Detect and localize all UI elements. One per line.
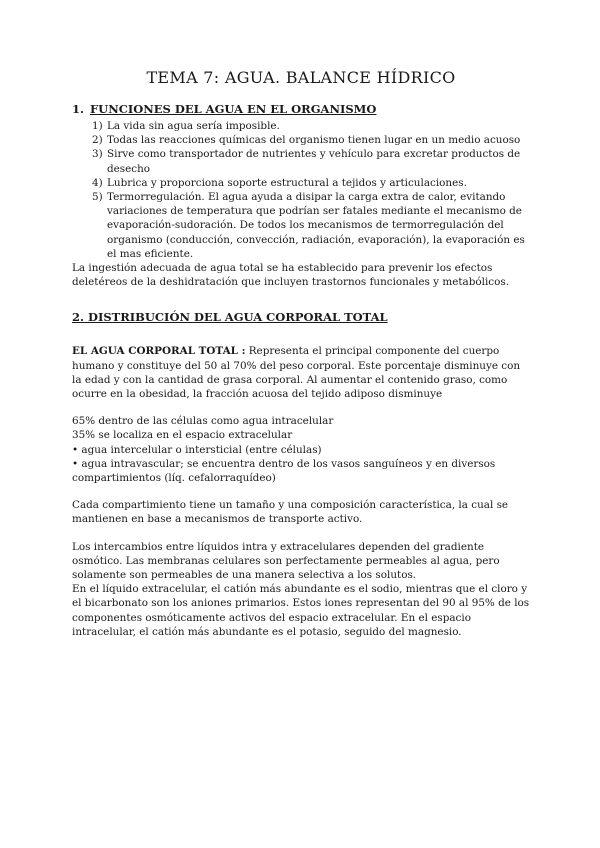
total-water-lead: EL AGUA CORPORAL TOTAL : — [72, 345, 246, 358]
section-1-heading-text: FUNCIONES DEL AGUA EN EL ORGANISMO — [90, 102, 377, 116]
compartment-paragraph: Cada compartimiento tiene un tamaño y una composición característica, la cual se mantienen en base a mecanismos de transporte activo. — [72, 499, 509, 526]
list-item-text: Lubrica y proporciona soporte estructural a tejidos y articulaciones. — [107, 176, 467, 189]
section-1-closing: La ingestión adecuada de agua total se ha establecido para prevenir los efectos deletéreos de la deshidratación que incluyen trastornos funcionales y metabólicos. — [72, 262, 509, 289]
ions-paragraph: En el líquido extracelular, el catión más abundante es el sodio, mientras que el cloro y el bicarbonato son los aniones primarios. Estos iones representan del 90 al 95% de los componentes osmóticamente activos del espacio extracelular. En el espacio intracelular, el catión más abundante es el potasio, seguido del magnesio. — [72, 583, 530, 638]
section-1-number: 1. — [72, 102, 85, 116]
section-2-heading: 2. DISTRIBUCIÓN DEL AGUA CORPORAL TOTAL — [72, 310, 388, 325]
list-item-number: 5) — [92, 191, 103, 204]
list-item-number: 1) — [92, 120, 103, 132]
list-item — [72, 176, 530, 190]
functions-list — [72, 119, 530, 261]
list-item — [72, 119, 530, 133]
exchange-paragraph: Los intercambios entre líquidos intra y extracelulares dependen del gradiente osmótico. Las membranas celulares son perfectamente permeables al agua, pero solamente son permeables de una manera selectiva a los solutos. — [72, 540, 500, 582]
section-1-heading — [72, 102, 530, 116]
list-item-text: La vida sin agua sería imposible. — [107, 120, 280, 132]
distribution-line: 65% dentro de las células como agua intracelular — [72, 415, 334, 428]
list-item — [72, 190, 530, 261]
list-item — [72, 147, 530, 175]
list-item-text: Sirve como transportador de nutrientes y vehículo para excretar productos de desecho — [107, 148, 521, 175]
list-item-number: 2) — [92, 134, 103, 147]
distribution-line: • agua intercelular o intersticial (entre células) — [72, 443, 322, 456]
total-water-paragraph — [72, 344, 530, 401]
list-item-text: Todas las reacciones químicas del organismo tienen lugar en un medio acuoso — [107, 134, 521, 147]
page-title: TEMA 7: AGUA. BALANCE HÍDRICO — [146, 68, 456, 87]
list-item-number: 3) — [92, 148, 103, 161]
list-item-number: 4) — [92, 176, 103, 189]
total-water-text: Representa el principal componente del cuerpo humano y constituye del 50 al 70% del peso corporal. Este porcentaje disminuye con la edad y con la cantidad de grasa corporal. Al aumentar el contenido graso, como ocurre en la obesidad, la fracción acuosa del tejido adiposo disminuye — [72, 345, 521, 401]
distribution-line: • agua intravascular; se encuentra dentro de los vasos sanguíneos y en diversos compartimientos (líq. cefalorraquídeo) — [72, 457, 496, 485]
list-item-text: Termorregulación. El agua ayuda a disipar la carga extra de calor, evitando variaciones de temperatura que podrían ser fatales mediante el mecanismo de evaporación-sudoración. De todos los mecanismos de termorregulación del organismo (conducción, convección, radiación, evaporación), la evaporación es el mas eficiente. — [107, 191, 525, 260]
document-page — [72, 68, 530, 639]
list-item — [72, 133, 530, 147]
distribution-line: 35% se localiza en el espacio extracelular — [72, 429, 293, 442]
